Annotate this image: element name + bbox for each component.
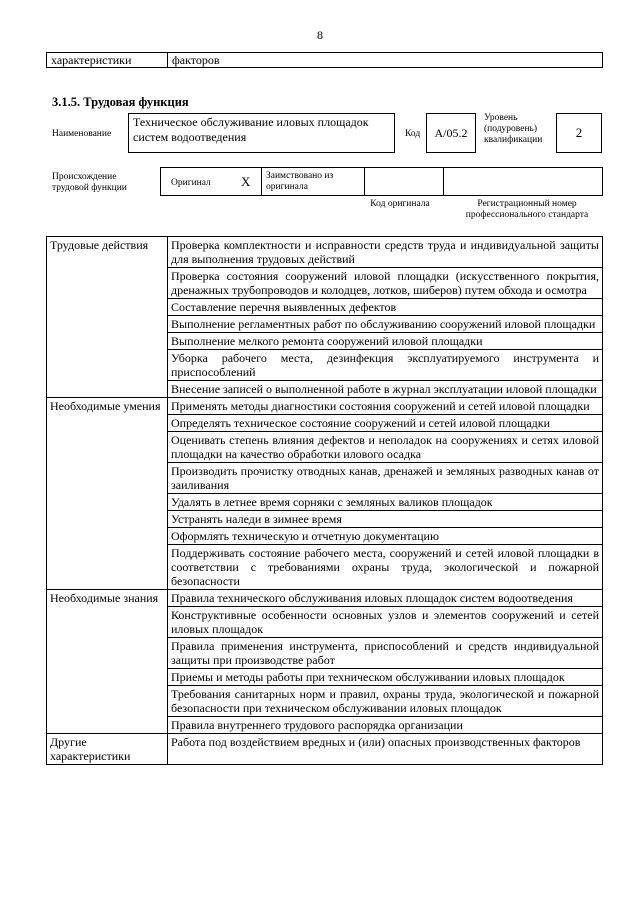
table-cell: Оформлять техническую и отчетную документацию [168, 528, 603, 545]
table-cell: Производить прочистку отводных канав, дренажей и земляных разводных канав от заиливания [168, 463, 603, 494]
table-cell: Правила технического обслуживания иловых площадок систем водоотведения [168, 590, 603, 607]
category-cell: Трудовые действия [47, 237, 168, 398]
code-original-caption: Код оригинала [370, 199, 430, 209]
level-label: Уровень (подуровень) квалификации [484, 113, 543, 145]
table-cell: Правила применения инструмента, приспособлений и средств индивидуальной защиты при производстве работ [168, 638, 603, 669]
function-table [46, 236, 603, 765]
borrowed-label: Заимствовано из оригинала [266, 171, 334, 192]
category-cell: Другие характеристики [47, 734, 168, 765]
origin-box [160, 167, 603, 196]
divider [443, 168, 444, 195]
table-cell: Определять техническое состояние сооружений и сетей иловой площадки [168, 415, 603, 432]
table-cell: Работа под воздействием вредных и (или) опасных производственных факторов [168, 734, 603, 765]
table-row [47, 590, 603, 607]
section-title: 3.1.5. Трудовая функция [52, 95, 189, 109]
divider [261, 168, 262, 195]
table-cell: Применять методы диагностики состояния сооружений и сетей иловой площадки [168, 398, 603, 415]
category-cell: Необходимые умения [47, 398, 168, 590]
continuation-right: факторов [168, 53, 603, 68]
table-cell: Поддерживать состояние рабочего места, сооружений и сетей иловой площадки в соответствии с требованиями охраны труда, экологической и пожарной безопасности [168, 545, 603, 590]
reg-number-caption: Регистрационный номер профессионального стандарта [465, 199, 589, 220]
code-value: A/05.2 [426, 113, 476, 153]
origin-label: Происхождение трудовой функции [52, 172, 127, 193]
table-cell: Удалять в летнее время сорняки с земляных валиков площадок [168, 494, 603, 511]
original-label: Оригинал [171, 178, 211, 188]
table-cell: Приемы и методы работы при техническом обслуживании иловых площадок [168, 669, 603, 686]
table-cell: Уборка рабочего места, дезинфекция эксплуатируемого инструмента и приспособлений [168, 350, 603, 381]
function-name: Техническое обслуживание иловых площадок систем водоотведения [128, 113, 395, 153]
table-cell: Выполнение регламентных работ по обслуживанию сооружений иловой площадки [168, 316, 603, 333]
continuation-row [46, 52, 603, 68]
level-value: 2 [556, 113, 602, 153]
name-label: Наименование [52, 129, 112, 139]
code-label: Код [405, 129, 421, 139]
table-row [47, 237, 603, 268]
page-number: 8 [317, 28, 323, 42]
table-cell: Проверка состояния сооружений иловой площадки (искусственного покрытия, дренажных трубопроводов и колодцев, лотков, шиберов) путем обхода и осмотра [168, 268, 603, 299]
table-cell: Проверка комплектности и исправности средств труда и индивидуальной защиты для выполнения трудовых действий [168, 237, 603, 268]
table-cell: Внесение записей о выполненной работе в журнал эксплуатации иловой площадки [168, 381, 603, 398]
continuation-left: характеристики [47, 53, 168, 68]
category-cell: Необходимые знания [47, 590, 168, 734]
divider [364, 168, 365, 195]
table-cell: Выполнение мелкого ремонта сооружений иловой площадки [168, 333, 603, 350]
table-row [47, 734, 603, 765]
table-cell: Составление перечня выявленных дефектов [168, 299, 603, 316]
table-cell: Правила внутреннего трудового распорядка организации [168, 717, 603, 734]
table-cell: Конструктивные особенности основных узлов и элементов сооружений и сетей иловых площадок [168, 607, 603, 638]
table-row [47, 398, 603, 415]
table-cell: Требования санитарных норм и правил, охраны труда, экологической и пожарной безопасности при техническом обслуживании иловых площадок [168, 686, 603, 717]
table-cell: Оценивать степень влияния дефектов и неполадок на сооружениях и сетях иловой площадки на качество обработки илового осадка [168, 432, 603, 463]
original-mark: X [241, 174, 251, 189]
table-cell: Устранять наледи в зимнее время [168, 511, 603, 528]
